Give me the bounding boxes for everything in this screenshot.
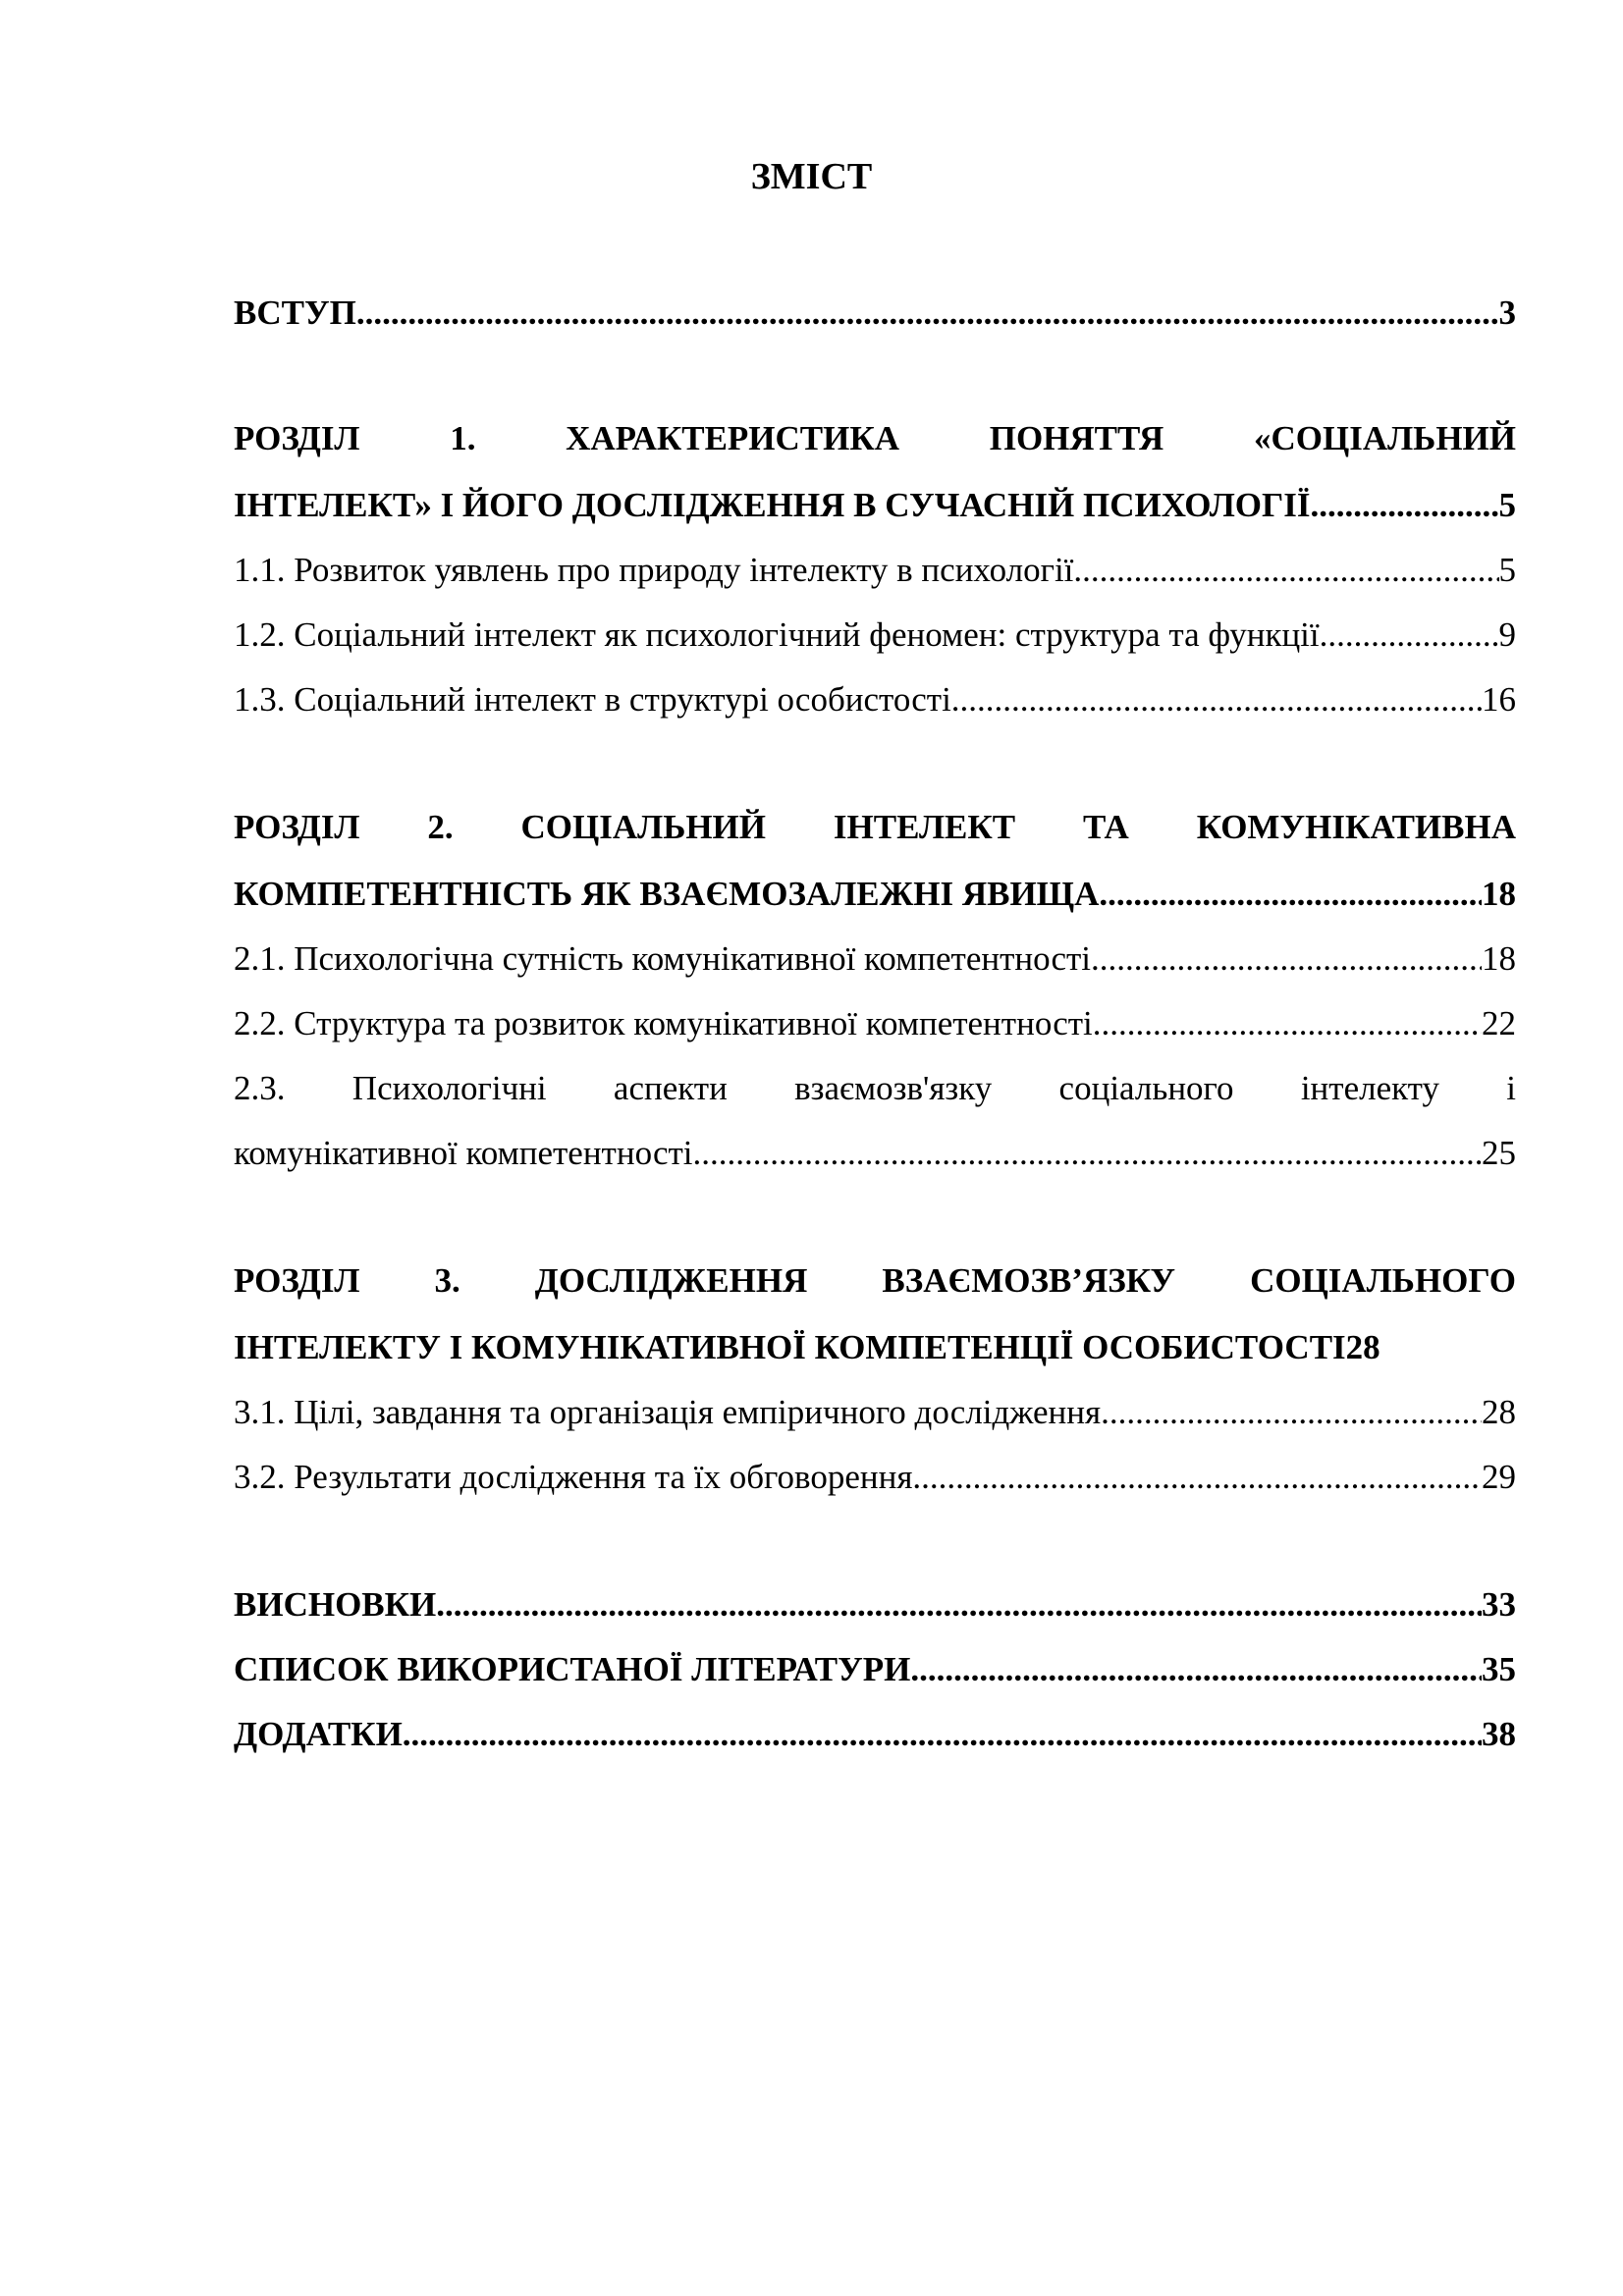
toc-section-2-2[interactable] — [234, 1001, 1516, 1046]
dot-leader — [1073, 548, 1498, 593]
toc-section-2-3-line-1[interactable] — [234, 1066, 1516, 1111]
toc-entry-page: 29 — [1482, 1458, 1516, 1496]
dot-leader — [951, 677, 1482, 722]
toc-entry-page: 35 — [1482, 1650, 1516, 1688]
toc-entry-label: 3.1. Цілі, завдання та організація емпіричного дослідження — [234, 1393, 1102, 1431]
toc-entry-conclusions[interactable] — [234, 1582, 1516, 1628]
dot-leader — [912, 1455, 1482, 1500]
dot-leader — [436, 1582, 1482, 1628]
dot-leader — [1101, 1390, 1482, 1435]
toc-chapter-2[interactable] — [234, 872, 1516, 917]
toc-entry-page: 18 — [1482, 875, 1516, 913]
page-title: ЗМІСТ — [750, 156, 873, 197]
toc-chapter-3-line-1[interactable] — [234, 1258, 1516, 1304]
toc-entry-references[interactable] — [234, 1647, 1516, 1692]
dot-leader — [1093, 1001, 1482, 1046]
toc-section-2-3[interactable] — [234, 1131, 1516, 1176]
toc-entry-intro[interactable] — [234, 291, 1516, 336]
dot-leader — [1099, 872, 1482, 917]
toc-entry-label: 2.3. Психологічні аспекти взаємозв'язку соціального інтелекту і — [234, 1069, 1516, 1107]
dot-leader — [1320, 613, 1499, 658]
toc-entry-page: 28 — [1482, 1393, 1516, 1431]
toc-entry-label: РОЗДІЛ 1. ХАРАКТЕРИСТИКА ПОНЯТТЯ «СОЦІАЛЬНИЙ — [234, 419, 1516, 457]
toc-entry-label: 1.1. Розвиток уявлень про природу інтелекту в психології — [234, 551, 1074, 589]
toc-entry-appendices[interactable] — [234, 1712, 1516, 1757]
toc-chapter-1-line-1[interactable] — [234, 416, 1516, 461]
toc-entry-label: РОЗДІЛ 3. ДОСЛІДЖЕННЯ ВЗАЄМОЗВ’ЯЗКУ СОЦІАЛЬНОГО — [234, 1261, 1516, 1300]
toc-section-1-1[interactable] — [234, 548, 1516, 593]
toc-entry-label: СПИСОК ВИКОРИСТАНОЇ ЛІТЕРАТУРИ — [234, 1650, 911, 1688]
dot-leader — [1311, 483, 1499, 528]
toc-chapter-1[interactable] — [234, 483, 1516, 528]
toc-entry-label: 3.2. Результати дослідження та їх обговорення — [234, 1458, 913, 1496]
toc-entry-page: 9 — [1498, 615, 1516, 654]
toc-entry-page: 22 — [1482, 1004, 1516, 1042]
toc-entry-label: ДОДАТКИ — [234, 1715, 403, 1753]
toc-entry-page: 16 — [1482, 680, 1516, 719]
toc-entry-page: 5 — [1498, 551, 1516, 589]
toc-entry-label: КОМПЕТЕНТНІСТЬ ЯК ВЗАЄМОЗАЛЕЖНІ ЯВИЩА — [234, 875, 1100, 913]
dot-leader — [910, 1647, 1482, 1692]
toc-section-1-2[interactable] — [234, 613, 1516, 658]
toc-section-3-1[interactable] — [234, 1390, 1516, 1435]
toc-section-2-1[interactable] — [234, 936, 1516, 982]
toc-entry-label: комунікативної компетентності — [234, 1134, 693, 1172]
toc-entry-page: 25 — [1482, 1134, 1516, 1172]
toc-entry-label: ІНТЕЛЕКТ» І ЙОГО ДОСЛІДЖЕННЯ В СУЧАСНІЙ ПСИХОЛОГІЇ — [234, 486, 1311, 524]
toc-chapter-2-line-1[interactable] — [234, 805, 1516, 850]
toc-entry-page: 3 — [1498, 294, 1516, 332]
toc-entry-page: 33 — [1482, 1585, 1516, 1624]
toc-entry-label: 2.1. Психологічна сутність комунікативної компетентності — [234, 939, 1092, 978]
toc-entry-page: 5 — [1498, 486, 1516, 524]
toc-entry-label: РОЗДІЛ 2. СОЦІАЛЬНИЙ ІНТЕЛЕКТ ТА КОМУНІКАТИВНА — [234, 808, 1516, 846]
dot-leader — [1091, 936, 1482, 982]
toc-entry-label: ВСТУП — [234, 294, 356, 332]
toc-entry-label: 1.2. Соціальний інтелект як психологічний феномен: структура та функції — [234, 615, 1320, 654]
toc-section-3-2[interactable] — [234, 1455, 1516, 1500]
dot-leader — [356, 291, 1499, 336]
toc-entry-label: 2.2. Структура та розвиток комунікативної компетентності — [234, 1004, 1093, 1042]
toc-entry-page: 28 — [1345, 1328, 1380, 1366]
toc-entry-page: 18 — [1482, 939, 1516, 978]
toc-entry-page: 38 — [1482, 1715, 1516, 1753]
toc-chapter-3[interactable] — [234, 1325, 1516, 1370]
toc-section-1-3[interactable] — [234, 677, 1516, 722]
toc-entry-label: ІНТЕЛЕКТУ І КОМУНІКАТИВНОЇ КОМПЕТЕНЦІЇ ОСОБИСТОСТІ — [234, 1328, 1346, 1366]
toc-entry-label: ВИСНОВКИ — [234, 1585, 437, 1624]
dot-leader — [693, 1131, 1482, 1176]
toc-entry-label: 1.3. Соціальний інтелект в структурі особистості — [234, 680, 951, 719]
dot-leader — [403, 1712, 1482, 1757]
